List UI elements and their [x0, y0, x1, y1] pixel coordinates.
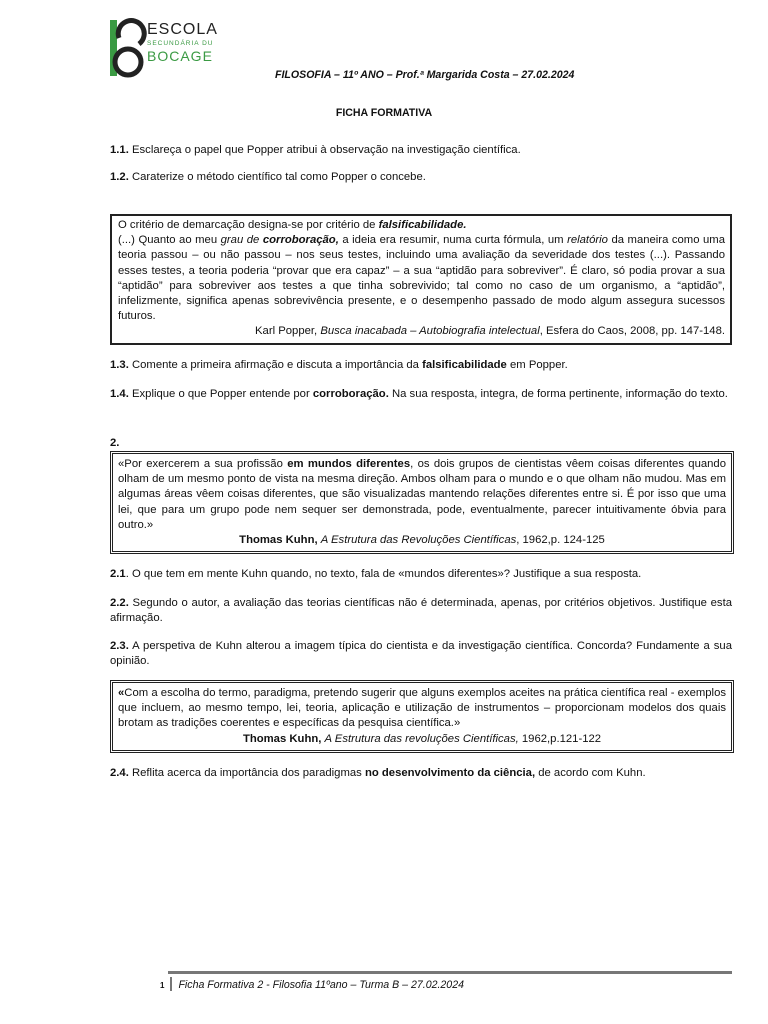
question-1-1 [110, 143, 732, 158]
question-2 [110, 436, 732, 451]
page-header: FILOSOFIA – 11º ANO – Prof.ª Margarida Costa – 27.02.2024 [275, 69, 575, 81]
question-number: 2.2. [110, 597, 129, 609]
page-number: 1 [160, 981, 165, 990]
quote-citation: Karl Popper, Busca inacabada – Autobiografia intelectual, Esfera do Caos, 2008, pp. 147-148. [255, 325, 725, 338]
question-text: Segundo o autor, a avaliação das teorias científicas não é determinada, apenas, por critérios objetivos. Justifique esta afirmação. [110, 597, 732, 624]
question-1-4: 1.4. Explique o que Popper entende por corroboração. Na sua resposta, integra, de forma pertinente, informação do texto. [110, 388, 728, 400]
page-title: FICHA FORMATIVA [335, 107, 433, 119]
quote-citation: Thomas Kuhn, A Estrutura das Revoluções Científicas, 1962,p. 124-125 [239, 534, 605, 547]
quote-emphasis: em mundos diferentes [287, 458, 411, 470]
question-2-2 [110, 596, 732, 626]
footer-separator [170, 977, 172, 991]
quote-citation: Thomas Kuhn, A Estrutura das revoluções Científicas, 1962,p.121-122 [242, 732, 602, 745]
question-text: Caraterize o método científico tal como Popper o concebe. [128, 171, 426, 183]
popper-quote-box [110, 214, 732, 345]
quote-emphasis: grau de [220, 234, 263, 247]
quote-emphasis: falsificabilidade. [378, 219, 467, 231]
question-number: 2.1 [110, 568, 126, 580]
question-2-4: 2.4. Reflita acerca da importância dos paradigmas no desenvolvimento da ciência, de acordo com Kuhn. [110, 767, 646, 779]
quote-emphasis: corroboração, [262, 234, 339, 247]
footer-divider [168, 971, 732, 974]
logo-text [147, 22, 218, 63]
question-number: 1.2. [110, 171, 129, 183]
question-2-3 [110, 639, 732, 669]
logo-secundaria: SECUNDÁRIA DU [147, 40, 214, 47]
quote-text: Com a escolha do termo, paradigma, pretendo sugerir que alguns exemplos aceites na prática científica real - exemplos que incluem, ao mesmo tempo, lei, teoria, aplicação e utilização de instrumentos – proporcionam modelos dos quais brotam as tradições coerentes e específicas da pesquisa científica.» [118, 687, 726, 730]
question-number: 2.4. [110, 767, 129, 779]
question-number: 1.4. [110, 388, 129, 400]
footer-text: Ficha Formativa 2 - Filosofia 11ºano – Turma B – 27.02.2024 [178, 979, 464, 991]
question-number: 1.3. [110, 359, 129, 371]
question-2-1 [110, 567, 732, 582]
logo-escola: ESCOLA [147, 21, 218, 38]
question-text: . O que tem em mente Kuhn quando, no texto, fala de «mundos diferentes»? Justifique a sua resposta. [125, 568, 642, 580]
kuhn-quote-box-1 [110, 451, 734, 554]
question-1-2 [110, 170, 732, 185]
logo-bocage: BOCAGE [147, 47, 213, 64]
quote-emphasis: relatório [567, 234, 608, 247]
question-text: A perspetiva de Kuhn alterou a imagem típica do cientista e da investigação científica. Concorda? Fundamente a sua opinião. [110, 640, 732, 667]
quote-text: (...) Quanto ao meu [118, 234, 221, 247]
question-1-3: 1.3. Comente a primeira afirmação e discuta a importância da falsificabilidade em Popper. [110, 359, 568, 371]
quote-text: «Por exercerem a sua profissão [118, 458, 288, 470]
question-number: 2.3. [110, 640, 129, 652]
quote-text: da maneira como uma teoria passou – ou não passou – nos seus testes, incluindo uma avaliação da severidade dos testes (...). Passando esses testes, a teoria poderia “provar que era capaz” – a sua “aptidão para sobreviver”. É claro, só podia provar a sua “aptidão” para sobreviver aos testes a que tinha sobrevivido; tal como no caso de um organismo, a “aptidão”, infelizmente, significa apenas sobrevivência presente, e o desempenho passado de modo algum assegura sucessos futuros. [118, 234, 725, 323]
page-footer [160, 977, 464, 991]
quote-text: , os dois grupos de cientistas vêem coisas diferentes quando olham de um mesmo ponto de vista na mesma direção. Ambos olham para o mundo e o que olham não mudou. Mas em algumas áreas vêem coisas diferentes, que são visualizadas mantendo relações diferentes entre si. É por isso que uma lei, que para um grupo pode nem sequer ser demonstrada, pode, eventualmente, parecer intuitivamente óbvia para outro.» [118, 458, 726, 531]
kuhn-quote-box-2: «Com a escolha do termo, paradigma, pretendo sugerir que alguns exemplos aceites na prática científica real - exemplos que incluem, ao mesmo tempo, lei, teoria, aplicação e utilização de instrumentos – proporcionam modelos dos quais brotam as tradições coerentes e específicas da pesquisa científica.» Thomas Kuhn, A Estrutura das revoluções Científicas, 1962,p.121-122 [110, 680, 734, 753]
quote-text: a ideia era resumir, numa curta fórmula, um [338, 234, 568, 247]
question-number: 2. [110, 437, 120, 449]
question-text: Esclareça o papel que Popper atribui à observação na investigação científica. [128, 144, 521, 156]
question-number: 1.1. [110, 144, 129, 156]
quote-text: O critério de demarcação designa-se por critério de [118, 219, 379, 231]
